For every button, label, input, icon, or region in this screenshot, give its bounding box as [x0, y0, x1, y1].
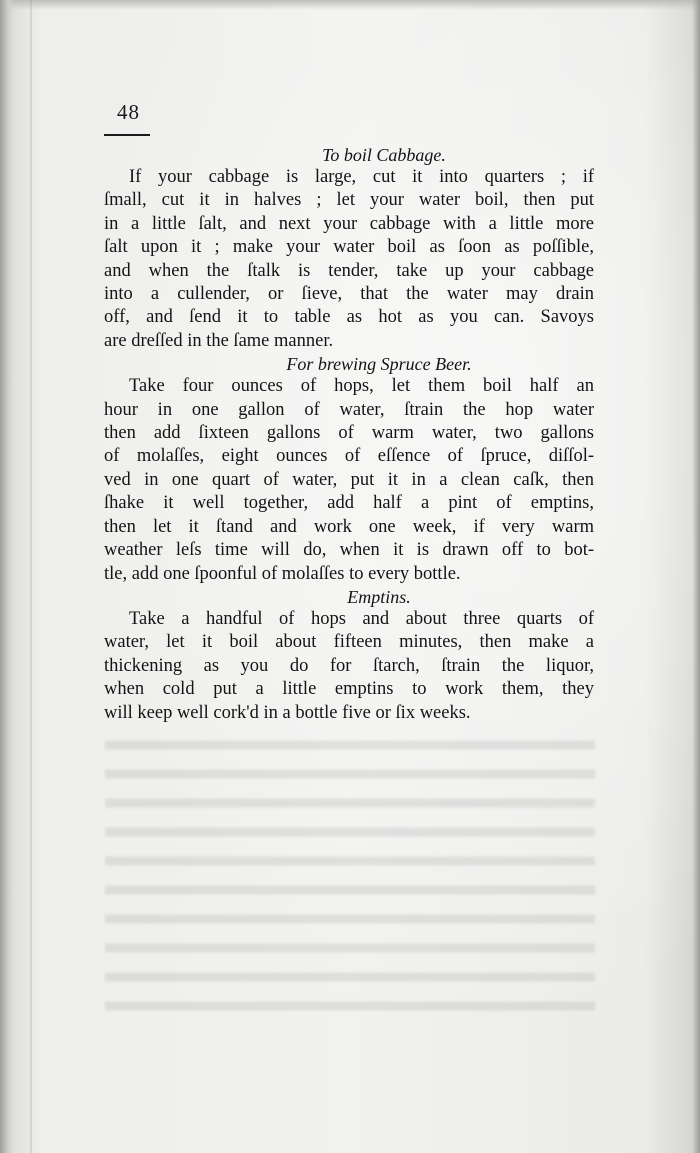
text-line: weather leſs time will do, when it is drawn off to bot-	[104, 540, 594, 561]
text-line: hour in one gallon of water, ſtrain the hop water	[104, 399, 594, 420]
text-line: thickening as you do for ſtarch, ſtrain the liquor,	[104, 655, 594, 676]
text-line: and when the ſtalk is tender, take up your cabbage	[104, 260, 594, 281]
page-crease	[30, 0, 32, 1153]
text-line: then let it ſtand and work one week, if very warm	[104, 516, 594, 537]
text-line: ſmall, cut it in halves ; let your water boil, then put	[104, 190, 594, 211]
text-line: are dreſſed in the ſame manner.	[104, 330, 334, 351]
page-left-edge	[0, 0, 14, 1153]
text-line: ſhake it well together, add half a pint of emptins,	[104, 493, 594, 514]
text-line: off, and ſend it to table as hot as you can. Savoys	[104, 307, 594, 328]
text-line: Take four ounces of hops, let them boil half an	[129, 376, 594, 397]
text-line: Take a handful of hops and about three quarts of	[129, 608, 594, 629]
page-number: 48	[117, 100, 140, 124]
text-line: of molaſſes, eight ounces of eſſence of ſpruce, diſſol-	[104, 446, 594, 467]
text-line: will keep well cork'd in a bottle five or ſix weeks.	[104, 702, 471, 723]
text-line: ſalt upon it ; make your water boil as ſoon as poſſible,	[104, 237, 594, 258]
text-line: tle, add one ſpoonful of molaſſes to every bottle.	[104, 563, 461, 584]
section-heading-emptins: Emptins.	[347, 586, 411, 607]
show-through-text	[105, 730, 595, 1030]
section-heading-cabbage: To boil Cabbage.	[322, 145, 446, 165]
recipe-text	[104, 144, 594, 725]
text-line: water, let it boil about fifteen minutes, then make a	[104, 632, 594, 653]
header-rule	[104, 134, 150, 136]
text-line: ved in one quart of water, put it in a clean caſk, then	[104, 469, 594, 490]
text-line: when cold put a little emptins to work them, they	[104, 679, 594, 700]
text-line: If your cabbage is large, cut it into quarters ; if	[129, 167, 594, 187]
page-top-edge	[0, 0, 700, 10]
text-line: then add ſixteen gallons of warm water, two gallons	[104, 423, 594, 444]
text-line: in a little ſalt, and next your cabbage with a little more	[104, 213, 594, 234]
section-heading-spruce-beer: For brewing Spruce Beer.	[286, 354, 472, 375]
page-right-edge	[692, 0, 700, 1153]
text-line: into a cullender, or ſieve, that the water may drain	[104, 284, 594, 305]
